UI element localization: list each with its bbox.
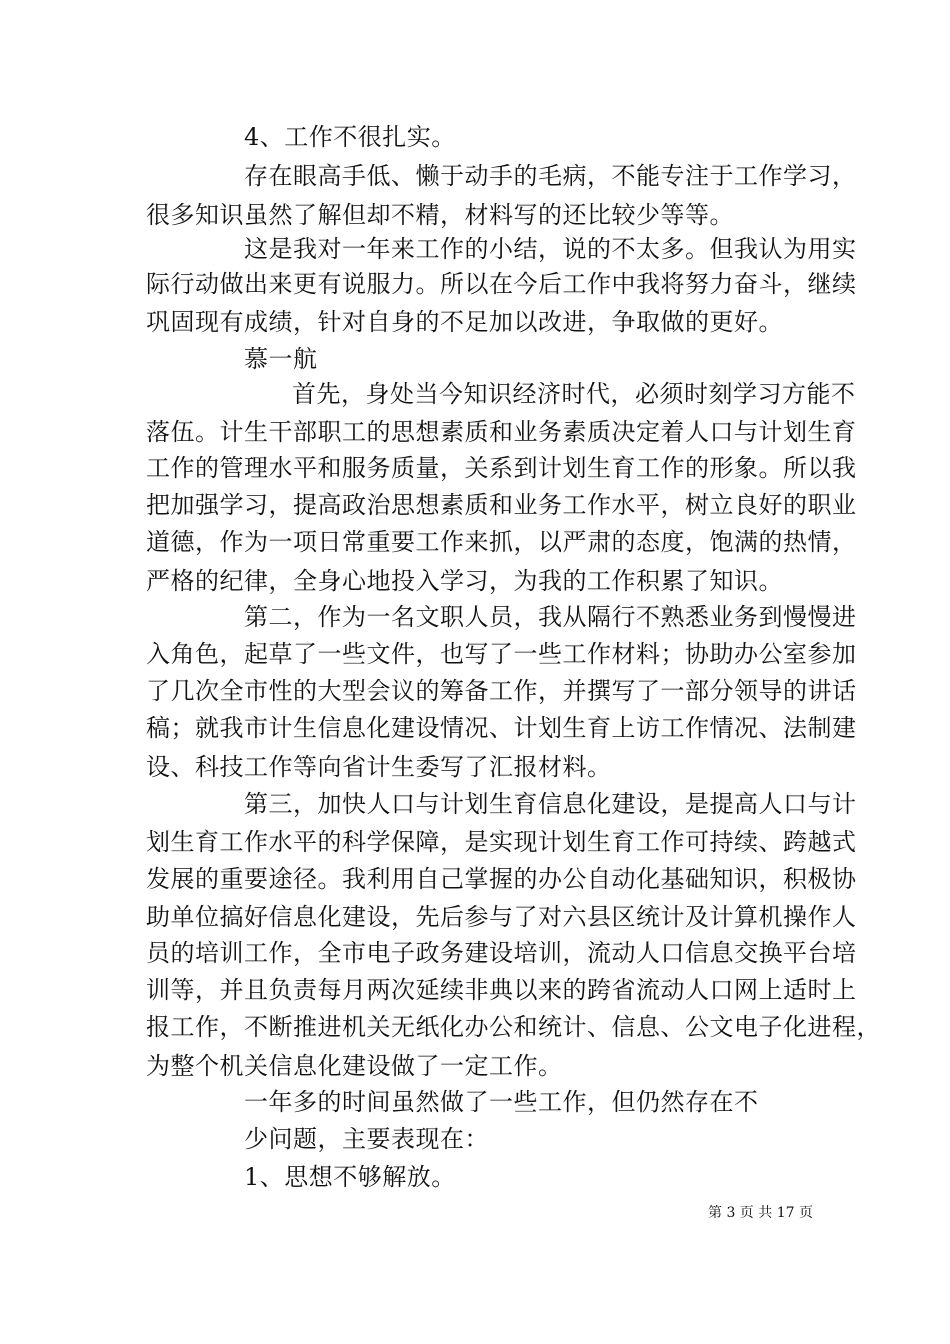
text-line: 4、工作不很扎实。 xyxy=(244,123,456,151)
text-line: 第二，作为一名文职人员，我从隔行不熟悉业务到慢慢进 xyxy=(244,603,857,631)
text-line: 一年多的时间虽然做了一些工作，但仍然存在不 xyxy=(244,1088,759,1116)
text-line: 训等，并且负责每月两次延续非典以来的跨省流动人口网上适时上 xyxy=(146,976,857,1004)
text-line: 第三，加快人口与计划生育信息化建设，是提高人口与计 xyxy=(244,790,857,818)
text-line: 报工作，不断推进机关无纸化办公和统计、信息、公文电子化进程， xyxy=(146,1013,881,1041)
text-line: 助单位搞好信息化建设，先后参与了对六县区统计及计算机操作人 xyxy=(146,903,857,931)
text-line: 发展的重要途径。我利用自己掌握的办公自动化基础知识，积极协 xyxy=(146,865,857,893)
text-line: 少问题，主要表现在： xyxy=(244,1125,489,1153)
text-line: 把加强学习，提高政治思想素质和业务工作水平，树立良好的职业 xyxy=(146,491,857,519)
text-line: 严格的纪律，全身心地投入学习，为我的工作积累了知识。 xyxy=(146,567,783,595)
text-line: 员的培训工作，全市电子政务建设培训，流动人口信息交换平台培 xyxy=(146,939,857,967)
text-line: 为整个机关信息化建设做了一定工作。 xyxy=(146,1052,563,1080)
text-line: 慕一航 xyxy=(244,345,318,373)
text-line: 划生育工作水平的科学保障，是实现计划生育工作可持续、跨越式 xyxy=(146,828,857,856)
text-line: 首先，身处当今知识经济时代，必须时刻学习方能不 xyxy=(292,380,856,408)
text-line: 了几次全市性的大型会议的筹备工作，并撰写了一部分领导的讲话 xyxy=(146,677,857,705)
page-number: 第 3 页 共 17 页 xyxy=(708,1205,813,1221)
text-line: 1、思想不够解放。 xyxy=(244,1163,456,1191)
text-line: 入角色，起草了一些文件，也写了一些工作材料；协助办公室参加 xyxy=(146,640,857,668)
text-line: 这是我对一年来工作的小结，说的不太多。但我认为用实 xyxy=(244,235,857,263)
text-line: 道德，作为一项日常重要工作来抓，以严肃的态度，饱满的热情， xyxy=(146,528,857,556)
text-line: 很多知识虽然了解但却不精，材料写的还比较少等等。 xyxy=(146,201,734,229)
text-line: 际行动做出来更有说服力。所以在今后工作中我将努力奋斗，继续 xyxy=(146,270,857,298)
text-line: 存在眼高手低、懒于动手的毛病，不能专注于工作学习， xyxy=(244,162,857,190)
text-line: 稿；就我市计生信息化建设情况、计划生育上访工作情况、法制建 xyxy=(146,714,857,742)
text-line: 落伍。计生干部职工的思想素质和业务素质决定着人口与计划生育 xyxy=(146,418,857,446)
text-line: 巩固现有成绩，针对自身的不足加以改进，争取做的更好。 xyxy=(146,308,783,336)
text-line: 设、科技工作等向省计生委写了汇报材料。 xyxy=(146,753,612,781)
text-line: 工作的管理水平和服务质量，关系到计划生育工作的形象。所以我 xyxy=(146,454,857,482)
